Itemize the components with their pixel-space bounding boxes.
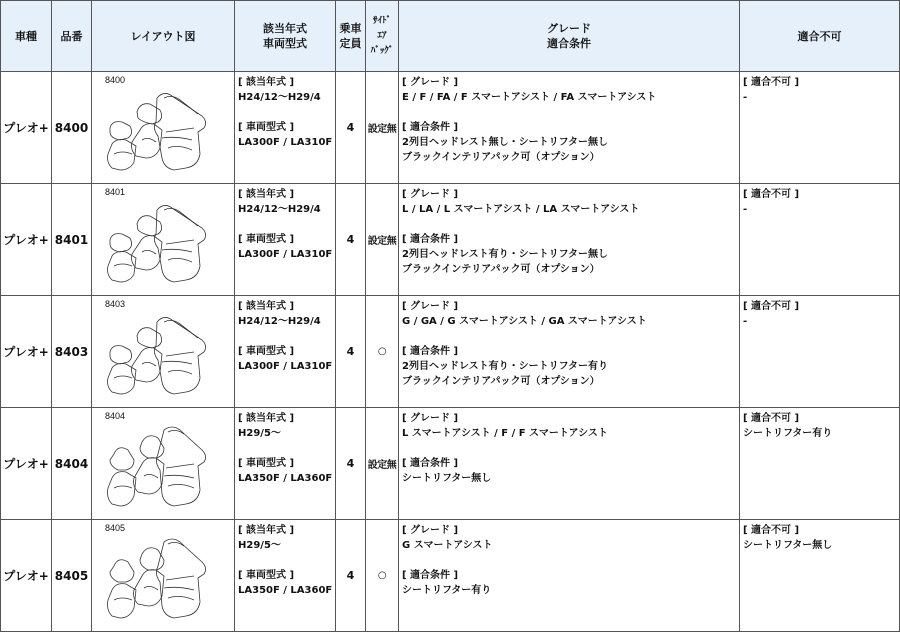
car-name: プレオ+ [1,184,52,296]
incompat-cell [740,184,900,296]
table-row [1,184,900,296]
product-code: 8401 [52,184,92,296]
model-label: [ 車両型式 ] [238,122,295,133]
model-value: LA300F / LA310F [238,137,333,148]
seating-capacity: 4 [336,408,366,520]
incompat-label: [ 適合不可 ] [743,413,800,424]
car-name: プレオ+ [1,296,52,408]
layout-diagram [92,296,235,408]
incompat-cell [740,72,900,184]
side-airbag: ○ [366,520,399,632]
side-airbag: ○ [366,296,399,408]
incompat-cell [740,520,900,632]
model-value: LA350F / LA360F [238,473,333,484]
incompat-value: - [743,204,748,215]
incompat-label: [ 適合不可 ] [743,189,800,200]
table-row [1,72,900,184]
header-airbag-line3: ﾊﾞｯｸﾞ [370,45,394,56]
conditions-label: [ 適合条件 ] [402,570,459,581]
header-year-model [235,1,336,72]
seat-layout-icon [102,200,212,288]
model-label: [ 車両型式 ] [238,570,295,581]
incompat-cell [740,408,900,520]
seating-capacity: 4 [336,520,366,632]
layout-diagram [92,520,235,632]
seat-layout-icon [102,88,212,176]
incompat-label: [ 適合不可 ] [743,77,800,88]
year-label: [ 該当年式 ] [238,189,295,200]
year-value: H24/12〜H29/4 [238,204,321,215]
header-airbag-line1: ｻｲﾄﾞ [372,15,391,26]
layout-code: 8404 [105,411,126,421]
header-row [1,1,900,72]
incompat-value: シートリフター有り [743,428,833,439]
incompat-label: [ 適合不可 ] [743,301,800,312]
conditions-label: [ 適合条件 ] [402,458,459,469]
condition-2: ブラックインテリアパック可（オプション） [402,376,600,387]
incompat-cell [740,296,900,408]
table-row [1,296,900,408]
header-grade [399,1,740,72]
year-label: [ 該当年式 ] [238,413,295,424]
layout-code: 8403 [105,299,126,309]
grade-cell [399,520,740,632]
layout-diagram [92,184,235,296]
header-seats-line2: 定員 [339,37,362,50]
model-value: LA300F / LA310F [238,361,333,372]
incompat-value: - [743,92,748,103]
year-label: [ 該当年式 ] [238,77,295,88]
product-code: 8400 [52,72,92,184]
grade-value: G / GA / G スマートアシスト / GA スマートアシスト [402,316,647,327]
condition-2: ブラックインテリアパック可（オプション） [402,264,600,275]
product-code: 8404 [52,408,92,520]
year-model-cell [235,520,336,632]
layout-code: 8405 [105,523,126,533]
grade-value: L スマートアシスト / F / F スマートアシスト [402,428,608,439]
grade-cell [399,408,740,520]
grade-cell [399,296,740,408]
grade-value: G スマートアシスト [402,540,493,551]
car-name: プレオ+ [1,72,52,184]
year-label: [ 該当年式 ] [238,301,295,312]
model-value: LA300F / LA310F [238,249,333,260]
year-model-cell [235,184,336,296]
header-seats-line1: 乗車 [339,22,362,35]
seating-capacity: 4 [336,184,366,296]
model-value: LA350F / LA360F [238,585,333,596]
layout-diagram [92,408,235,520]
condition-1: 2列目ヘッドレスト無し・シートリフター無し [402,137,608,148]
year-label: [ 該当年式 ] [238,525,295,536]
grade-value: L / LA / L スマートアシスト / LA スマートアシスト [402,204,640,215]
header-airbag [366,1,399,72]
seating-capacity: 4 [336,72,366,184]
header-layout: レイアウト図 [92,1,235,72]
year-model-cell [235,408,336,520]
table-row [1,520,900,632]
seating-capacity: 4 [336,296,366,408]
seat-layout-icon [102,424,212,512]
conditions-label: [ 適合条件 ] [402,234,459,245]
side-airbag: 設定無 [366,72,399,184]
grade-label: [ グレード ] [402,525,459,536]
conditions-label: [ 適合条件 ] [402,122,459,133]
header-car: 車種 [1,1,52,72]
layout-diagram [92,72,235,184]
header-grade-line2: 適合条件 [547,37,591,50]
header-seats [336,1,366,72]
grade-label: [ グレード ] [402,301,459,312]
header-incompat: 適合不可 [740,1,900,72]
side-airbag: 設定無 [366,184,399,296]
grade-cell [399,184,740,296]
year-value: H29/5〜 [238,540,281,551]
year-model-cell [235,72,336,184]
year-value: H29/5〜 [238,428,281,439]
grade-label: [ グレード ] [402,189,459,200]
condition-1: 2列目ヘッドレスト有り・シートリフター無し [402,249,608,260]
side-airbag: 設定無 [366,408,399,520]
product-code: 8405 [52,520,92,632]
model-label: [ 車両型式 ] [238,458,295,469]
condition-1: シートリフター無し [402,473,492,484]
year-value: H24/12〜H29/4 [238,92,321,103]
grade-label: [ グレード ] [402,77,459,88]
layout-code: 8401 [105,187,126,197]
car-name: プレオ+ [1,408,52,520]
incompat-label: [ 適合不可 ] [743,525,800,536]
incompat-value: シートリフター無し [743,540,833,551]
incompat-value: - [743,316,748,327]
conditions-label: [ 適合条件 ] [402,346,459,357]
layout-code: 8400 [105,75,126,85]
model-label: [ 車両型式 ] [238,346,295,357]
grade-cell [399,72,740,184]
year-model-cell [235,296,336,408]
header-model: 車両型式 [263,37,307,50]
header-code: 品番 [52,1,92,72]
header-airbag-line2: ｴｱ [377,30,387,41]
condition-1: シートリフター有り [402,585,492,596]
table-row [1,408,900,520]
product-code: 8403 [52,296,92,408]
header-year: 該当年式 [263,22,307,35]
year-value: H24/12〜H29/4 [238,316,321,327]
header-grade-line1: グレード [547,22,591,35]
car-name: プレオ+ [1,520,52,632]
model-label: [ 車両型式 ] [238,234,295,245]
grade-value: E / F / FA / F スマートアシスト / FA スマートアシスト [402,92,657,103]
grade-label: [ グレード ] [402,413,459,424]
condition-1: 2列目ヘッドレスト有り・シートリフター有り [402,361,608,372]
seat-layout-icon [102,536,212,624]
seat-layout-icon [102,312,212,400]
condition-2: ブラックインテリアパック可（オプション） [402,152,600,163]
